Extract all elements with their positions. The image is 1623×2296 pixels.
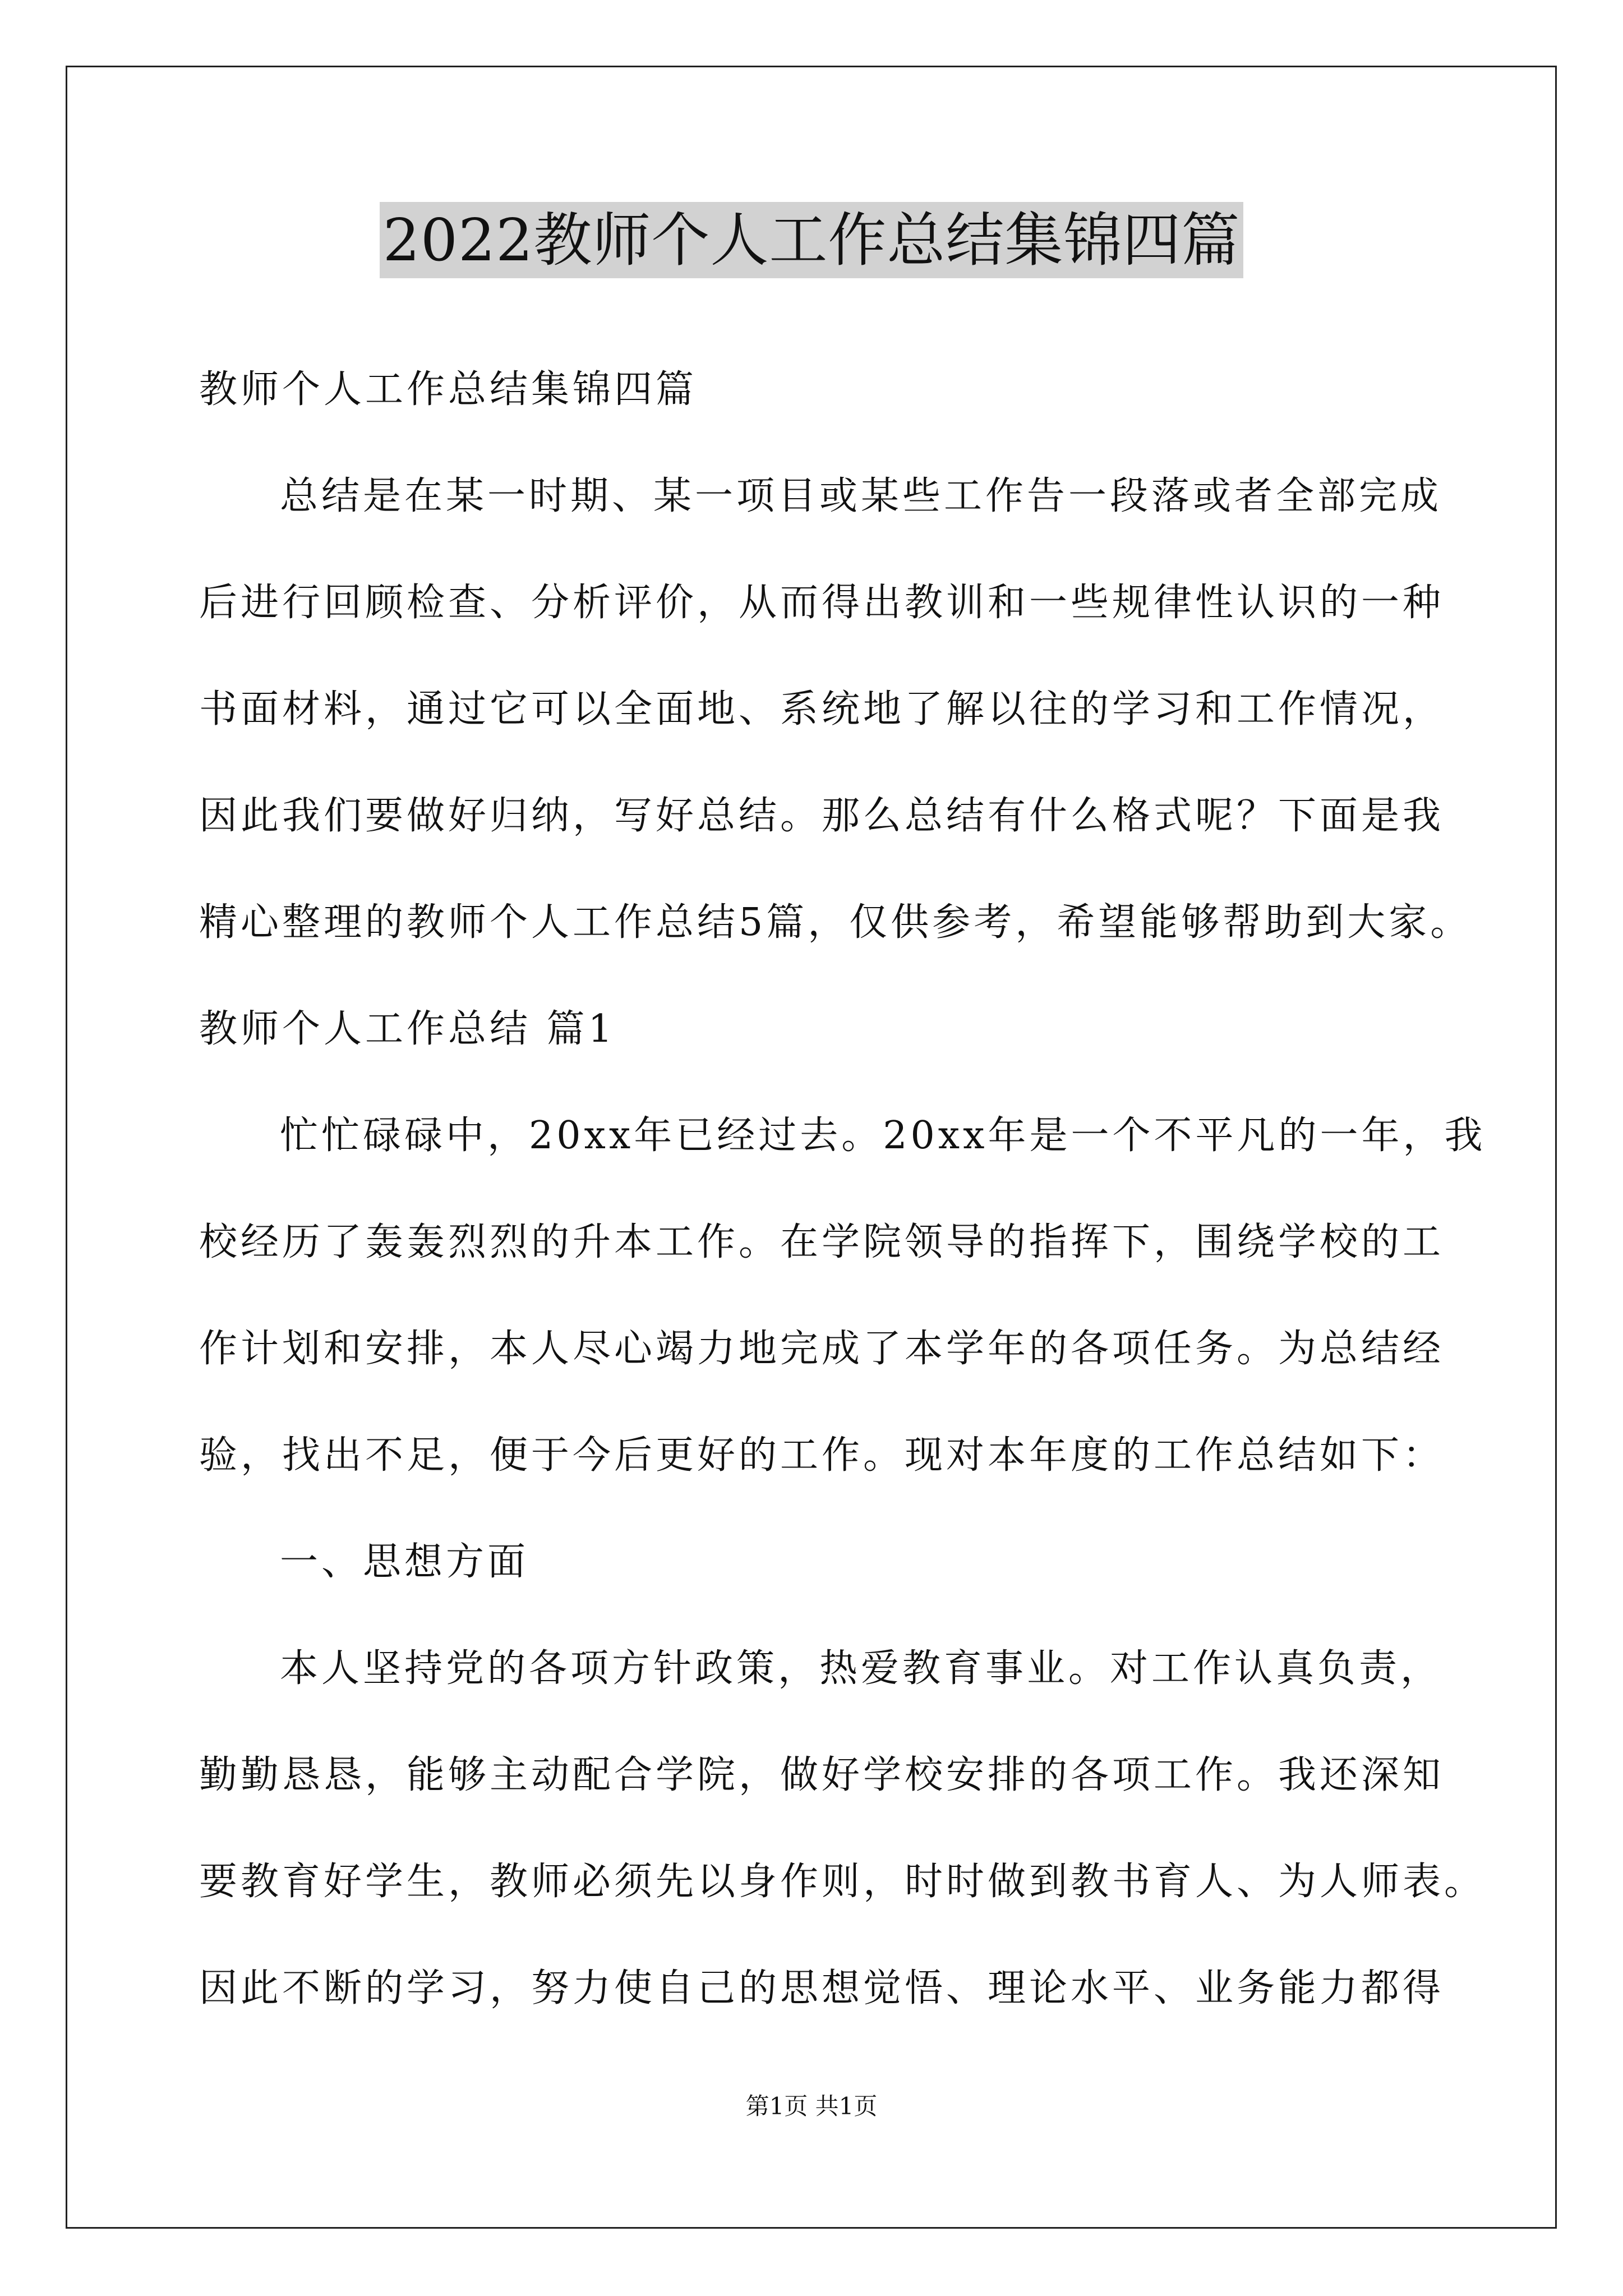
- body-line: 验，找出不足，便于今后更好的工作。现对本年度的工作总结如下：: [199, 1433, 1445, 1478]
- body-line: 后进行回顾检查、分析评价，从而得出教训和一些规律性认识的一种: [199, 581, 1445, 625]
- body-line: 要教育好学生，教师必须先以身作则，时时做到教书育人、为人师表。: [199, 1860, 1486, 1904]
- body-line: 勤勤恳恳，能够主动配合学院，做好学校安排的各项工作。我还深知: [199, 1753, 1445, 1797]
- page-footer: 第1页 共1页: [745, 2092, 878, 2120]
- body-line: 教师个人工作总结集锦四篇: [199, 367, 698, 412]
- body-line: 校经历了轰轰烈烈的升本工作。在学院领导的指挥下，围绕学校的工: [199, 1220, 1445, 1264]
- title-area: [0, 202, 1623, 278]
- document-body: [199, 337, 1486, 2042]
- body-line: 本人坚持党的各项方针政策，热爱教育事业。对工作认真负责，: [280, 1646, 1442, 1691]
- body-line: 忙忙碌碌中，20xx年已经过去。20xx年是一个不平凡的一年，我: [280, 1114, 1486, 1158]
- body-line: 精心整理的教师个人工作总结5篇，仅供参考，希望能够帮助到大家。: [199, 900, 1472, 945]
- body-line: 总结是在某一时期、某一项目或某些工作告一段落或者全部完成: [280, 474, 1442, 518]
- body-line: 作计划和安排，本人尽心竭力地完成了本学年的各项任务。为总结经: [199, 1327, 1445, 1371]
- section-heading: 教师个人工作总结 篇1: [199, 1007, 616, 1051]
- body-line: 书面材料，通过它可以全面地、系统地了解以往的学习和工作情况，: [199, 687, 1445, 731]
- document-title: 2022教师个人工作总结集锦四篇: [380, 202, 1244, 278]
- subsection-heading: 一、思想方面: [280, 1540, 529, 1584]
- body-line: 因此不断的学习，努力使自己的思想觉悟、理论水平、业务能力都得: [199, 1966, 1445, 2010]
- body-line: 因此我们要做好归纳，写好总结。那么总结有什么格式呢？下面是我: [199, 794, 1445, 838]
